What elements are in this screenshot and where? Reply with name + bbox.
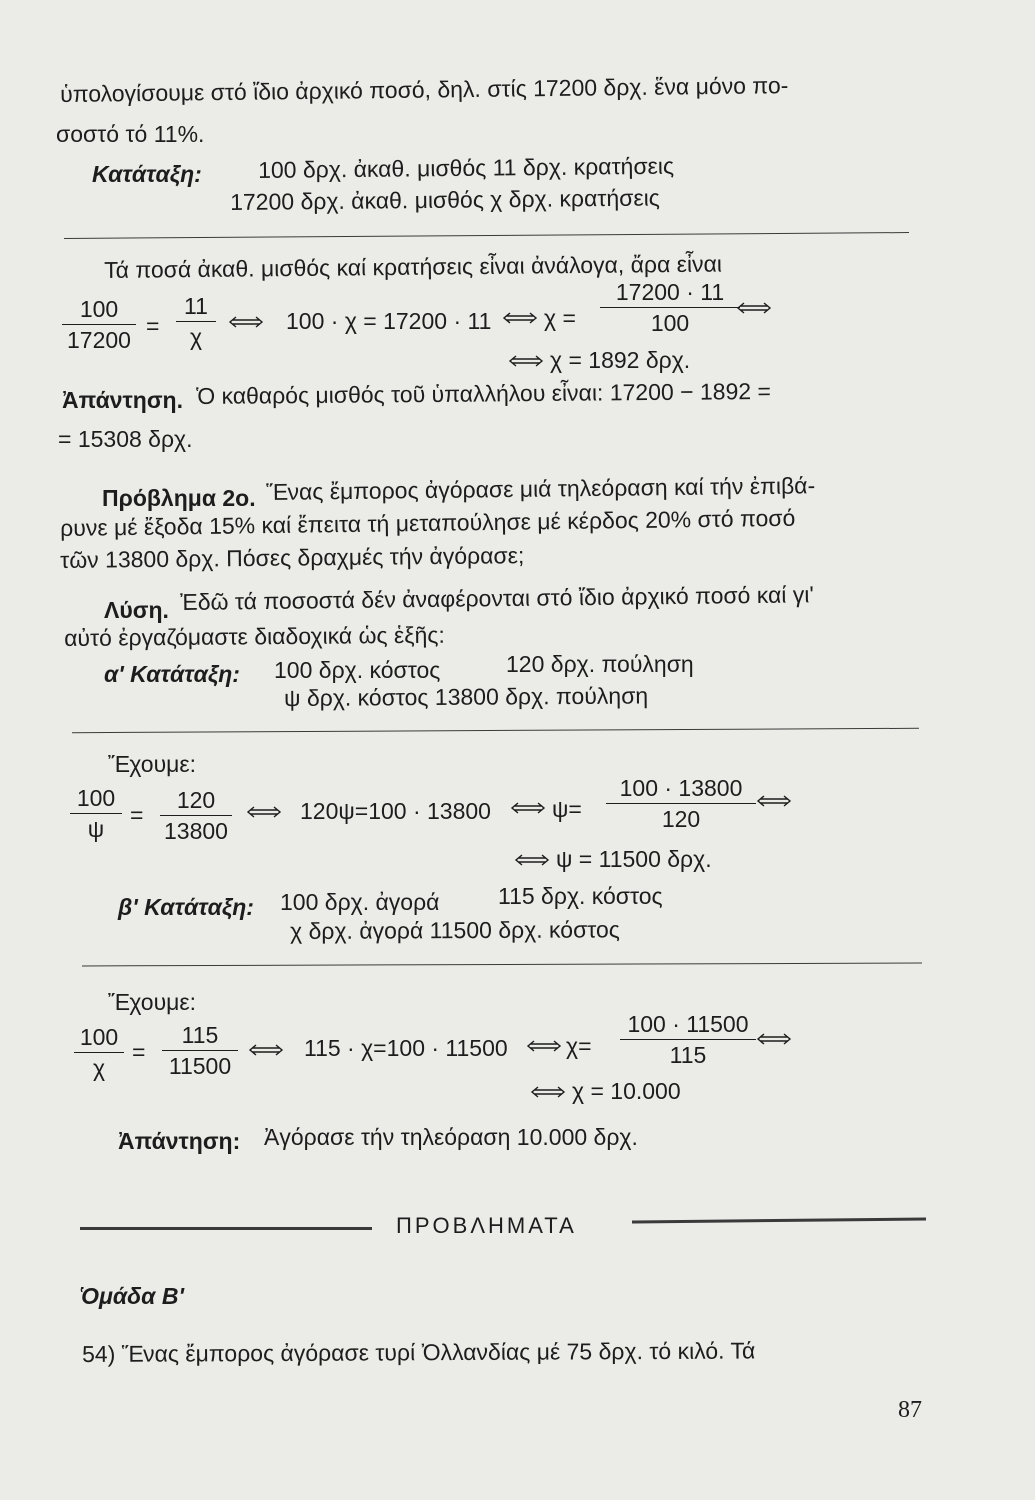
eq1-f3-num: 17200 · 11 — [600, 279, 740, 308]
eq1-f1-num: 100 — [62, 296, 136, 325]
eq3-f1-den: χ — [92, 1055, 106, 1081]
eq3-x-equals: χ= — [566, 1033, 592, 1059]
eq1-fraction-3 — [600, 279, 740, 336]
problem2-line-3: τῶν 13800 δρχ. Πόσες δραχμές τήν ἀγόρασε; — [60, 542, 525, 573]
eq2-f3-num: 100 · 13800 — [606, 775, 756, 804]
iff-arrow-icon — [736, 302, 772, 314]
iff-arrow-icon — [530, 1086, 566, 1098]
katataxi-a-row-1b: 120 δρχ. πούληση — [506, 651, 694, 677]
eq1-fraction-1 — [62, 296, 136, 353]
solution-line-2: αὐτό ἐργαζόμαστε διαδοχικά ὡς ἑξῆς: — [64, 621, 445, 651]
answer1-text: Ὁ καθαρός μισθός τοῦ ὑπαλλήλου εἶναι: 17200 − 1892 = — [196, 377, 772, 409]
eq2-equals: = — [130, 802, 144, 828]
katataxi-row-2: 17200 δρχ. ἀκαθ. μισθός χ δρχ. κρατήσεις — [230, 184, 660, 215]
iff-arrow-icon — [248, 1044, 284, 1056]
eq2-fraction-1 — [70, 785, 122, 842]
eq3-fraction-3 — [620, 1011, 756, 1068]
iff-arrow-icon — [510, 802, 546, 814]
problem2-label: Πρόβλημα 2ο. — [102, 485, 256, 511]
eq1-result: χ = 1892 δρχ. — [550, 347, 691, 373]
eq1-f2-num: 11 — [176, 293, 216, 322]
katataxi-row-1: 100 δρχ. ἀκαθ. μισθός 11 δρχ. κρατήσεις — [258, 152, 675, 183]
eq2-f2-num: 120 — [160, 787, 232, 816]
solution-label: Λύση. — [104, 597, 169, 623]
eq2-f1-den: ψ — [87, 816, 105, 842]
eq3-f2-num: 115 — [162, 1022, 238, 1051]
eq3-f1-num: 100 — [74, 1024, 124, 1053]
eq2-f1-num: 100 — [70, 785, 122, 814]
eq1-f3-den: 100 — [650, 310, 690, 336]
problem2-line-2: ρυνε μέ ἔξοδα 15% καί ἔπειτα τή μεταπούλησε μέ κέρδος 20% στό ποσό — [60, 504, 796, 541]
problem-54: 54) Ἕνας ἔμπορος ἀγόρασε τυρί Ὀλλανδίας μέ 75 δρχ. τό κιλό. Τά — [82, 1337, 756, 1367]
eq3-middle: 115 · χ=100 · 11500 — [304, 1035, 508, 1061]
eq2-result: ψ = 11500 δρχ. — [556, 846, 712, 872]
eq2-f3-den: 120 — [661, 806, 701, 832]
section-title: ΠΡΟΒΛΗΜΑΤΑ — [396, 1213, 577, 1238]
section-rule-left — [80, 1227, 372, 1230]
katataxi-b-rule — [82, 963, 922, 967]
iff-arrow-icon — [756, 1033, 792, 1045]
katataxi-a-row-1a: 100 δρχ. κόστος — [274, 657, 441, 683]
eq2-middle: 120ψ=100 · 13800 — [300, 798, 491, 824]
eq3-f3-den: 115 — [669, 1042, 707, 1068]
intro-line-2: σοστό τό 11%. — [56, 121, 205, 147]
eq1-fraction-2 — [176, 293, 216, 350]
iff-arrow-icon — [514, 854, 550, 866]
katataxi-rule — [64, 232, 909, 239]
solution-line-1: Ἐδῶ τά ποσοστά δέν ἀναφέρονται στό ἴδιο ἀρχικό ποσό καί γι' — [180, 581, 814, 615]
eq3-fraction-1 — [74, 1024, 124, 1081]
katataxi-b-row-2: χ δρχ. ἀγορά 11500 δρχ. κόστος — [290, 916, 620, 944]
eq2-x-equals: ψ= — [552, 796, 582, 822]
analoga-text: Τά ποσά ἀκαθ. μισθός καί κρατήσεις εἶναι ἀνάλογα, ἄρα εἶναι — [104, 250, 723, 283]
iff-arrow-icon — [502, 312, 538, 324]
eq2-fraction-3 — [606, 775, 756, 832]
eq1-f2-den: χ — [189, 324, 203, 350]
iff-arrow-icon — [526, 1040, 562, 1052]
iff-arrow-icon — [508, 355, 544, 367]
group-label: Ὁμάδα Β' — [80, 1283, 184, 1309]
iff-arrow-icon — [228, 316, 264, 328]
eq3-result: χ = 10.000 — [572, 1078, 681, 1104]
eq3-fraction-2 — [162, 1022, 238, 1079]
eq2-f2-den: 13800 — [164, 818, 228, 844]
page-number: 87 — [898, 1397, 922, 1423]
answer1-line-2: = 15308 δρχ. — [58, 426, 193, 452]
eq1-f1-den: 17200 — [67, 327, 131, 353]
answer1-label: Ἀπάντηση. — [62, 387, 183, 413]
problem2-line-1: Ἕνας ἔμπορος ἀγόρασε μιά τηλεόραση καί τήν ἐπιβά- — [266, 472, 816, 505]
exoume-2: Ἔχουμε: — [108, 989, 197, 1015]
katataxi-a-label: α' Κατάταξη: — [104, 661, 240, 687]
katataxi-label: Κατάταξη: — [92, 161, 202, 187]
katataxi-a-rule — [72, 728, 919, 733]
katataxi-b-row-1a: 100 δρχ. ἀγορά — [280, 889, 440, 915]
eq2-fraction-2 — [160, 787, 232, 844]
answer2-label: Ἀπάντηση: — [118, 1128, 241, 1154]
eq3-equals: = — [132, 1039, 146, 1065]
eq1-x-equals: χ = — [544, 305, 576, 331]
answer2-text: Ἀγόρασε τήν τηλεόραση 10.000 δρχ. — [264, 1124, 638, 1150]
iff-arrow-icon — [756, 795, 792, 807]
intro-line-1: ὑπολογίσουμε στό ἴδιο ἀρχικό ποσό, δηλ. στίς 17200 δρχ. ἕνα μόνο πο- — [60, 72, 789, 107]
exoume-1: Ἔχουμε: — [108, 751, 197, 777]
eq3-f2-den: 11500 — [168, 1053, 232, 1079]
katataxi-b-label: β' Κατάταξη: — [118, 894, 254, 920]
eq1-middle: 100 · χ = 17200 · 11 — [286, 308, 492, 334]
iff-arrow-icon — [246, 806, 282, 818]
eq3-f3-num: 100 · 11500 — [620, 1011, 756, 1040]
eq1-equals: = — [146, 313, 160, 339]
katataxi-b-row-1b: 115 δρχ. κόστος — [498, 883, 663, 909]
section-rule-right — [632, 1217, 926, 1223]
katataxi-a-row-2: ψ δρχ. κόστος 13800 δρχ. πούληση — [284, 682, 649, 711]
